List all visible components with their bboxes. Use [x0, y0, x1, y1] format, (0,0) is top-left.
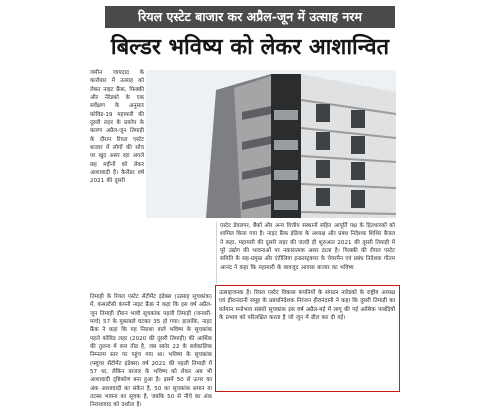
building-photo	[146, 70, 396, 218]
main-headline: बिल्डर भविष्य को लेकर आशान्वित	[110, 35, 390, 60]
kicker-heading: रियल एस्टेट बाजार कर अप्रैल-जून में उत्साह नरम	[105, 6, 395, 28]
left-column-text: तिमाही के रियल एस्टेट सेंटीमेंट इंडेक्स (उत्साह सूचकांक) में, कंसल्टेंसी कंपनी नाइट फ्रैंक ने कहा कि इस वर्ष अप्रैल-जून तिमाही दौरान भावी सूचकांक पहली तिमाही (जनवरी-मार्च) 57 के मुकाबले घटकर 35 हो गया। हालांकि, नाइट फ्रैंक ने कहा कि यह निराशा वाले भविष्य के सूचकांक पहले कोविड लहर (2020 की दूसरी तिमाही) की आर्थिक की तुलना में कम तीव्र है, जब स्कोर 22 के सर्वकालिक निम्नतम स्तर पर पहुंच गया था। भविष्य के सूचकांक (फ्यूचर सेंटीमेंट इंडेक्स) वर्ष 2021 की पहली तिमाही में 57 था, लेकिन बाजार के भविष्य को लेकर अब भी आशावादी दृष्टिकोण बना हुआ है। इसमें 50 से ऊपर का अंक आशावादी का संकेत है, 50 का सूचकांक समान या तटस्थ भावना का सूचक है, जबकि 50 से नीचे का अंक निराशावाद को दर्शाता है।	[90, 294, 212, 409]
highlighted-paragraph: उत्साहजनक है। रियल एस्टेट विकास कंपनियों के संगठन नारेडको के राष्ट्रीय अध्यक्ष एवं हीरानंदानी समूह के प्रबंधनिदेशक निरंजन हीरानंदानी ने कहा कि दूसरी तिमाही का वर्तमान मनोभाव संबंधी सूचकांक इस वर्ष अप्रैल-मई में लागू की गई आंशिक पाबंदियों के प्रभाव को परिलक्षित करता है जो जून में ढील कर दी गईं।	[219, 290, 395, 322]
column-divider	[216, 222, 217, 284]
lead-paragraph: जमीन जायदाद के कारोबार में उत्साह को लेकर नाइट फ्रैंक, फिक्की और नेरेडको के एक सर्वेक्षण के अनुसार कोविड-19 महामारी की दूसरी लहर के प्रकोप के कारण अप्रैल-जून तिमाही के दौरान रियल एस्टेट बाजार में लोगों की सोच पर खुद असर रहा अगले छह महीनों को लेकर आशावादी है। कैलेंडर वर्ष 2021 की दूसरी	[90, 70, 144, 185]
right-column-text: एस्टेट डेवलपर, बैंकों और अन्य वित्तीय संस्थानों सहित आपूर्ति पक्ष के हितधारकों को शामिल किया गया है। नाइट फ्रैंक इंडिया के अध्यक्ष और प्रबंध निदेशक शिशिर बैजल ने कहा, महामारी की दूसरी लहर की जल्दी ही शुरुआत 2021 की दूसरी तिमाही में पूरे उद्योग की भावनाओं पर नकारात्मक असर डाला है। फिक्की की रीयल एस्टेट समिति के सह-प्रमुख और एंटीलिया इन्फ्रास्ट्रक्चर के चेयरमैन एवं प्रबंध निदेशक गौतम आनंद ने कहा कि महामारी के बावजूद आवास बाजार का भविष्य	[220, 223, 395, 271]
highlighted-paragraph-box	[215, 285, 400, 392]
